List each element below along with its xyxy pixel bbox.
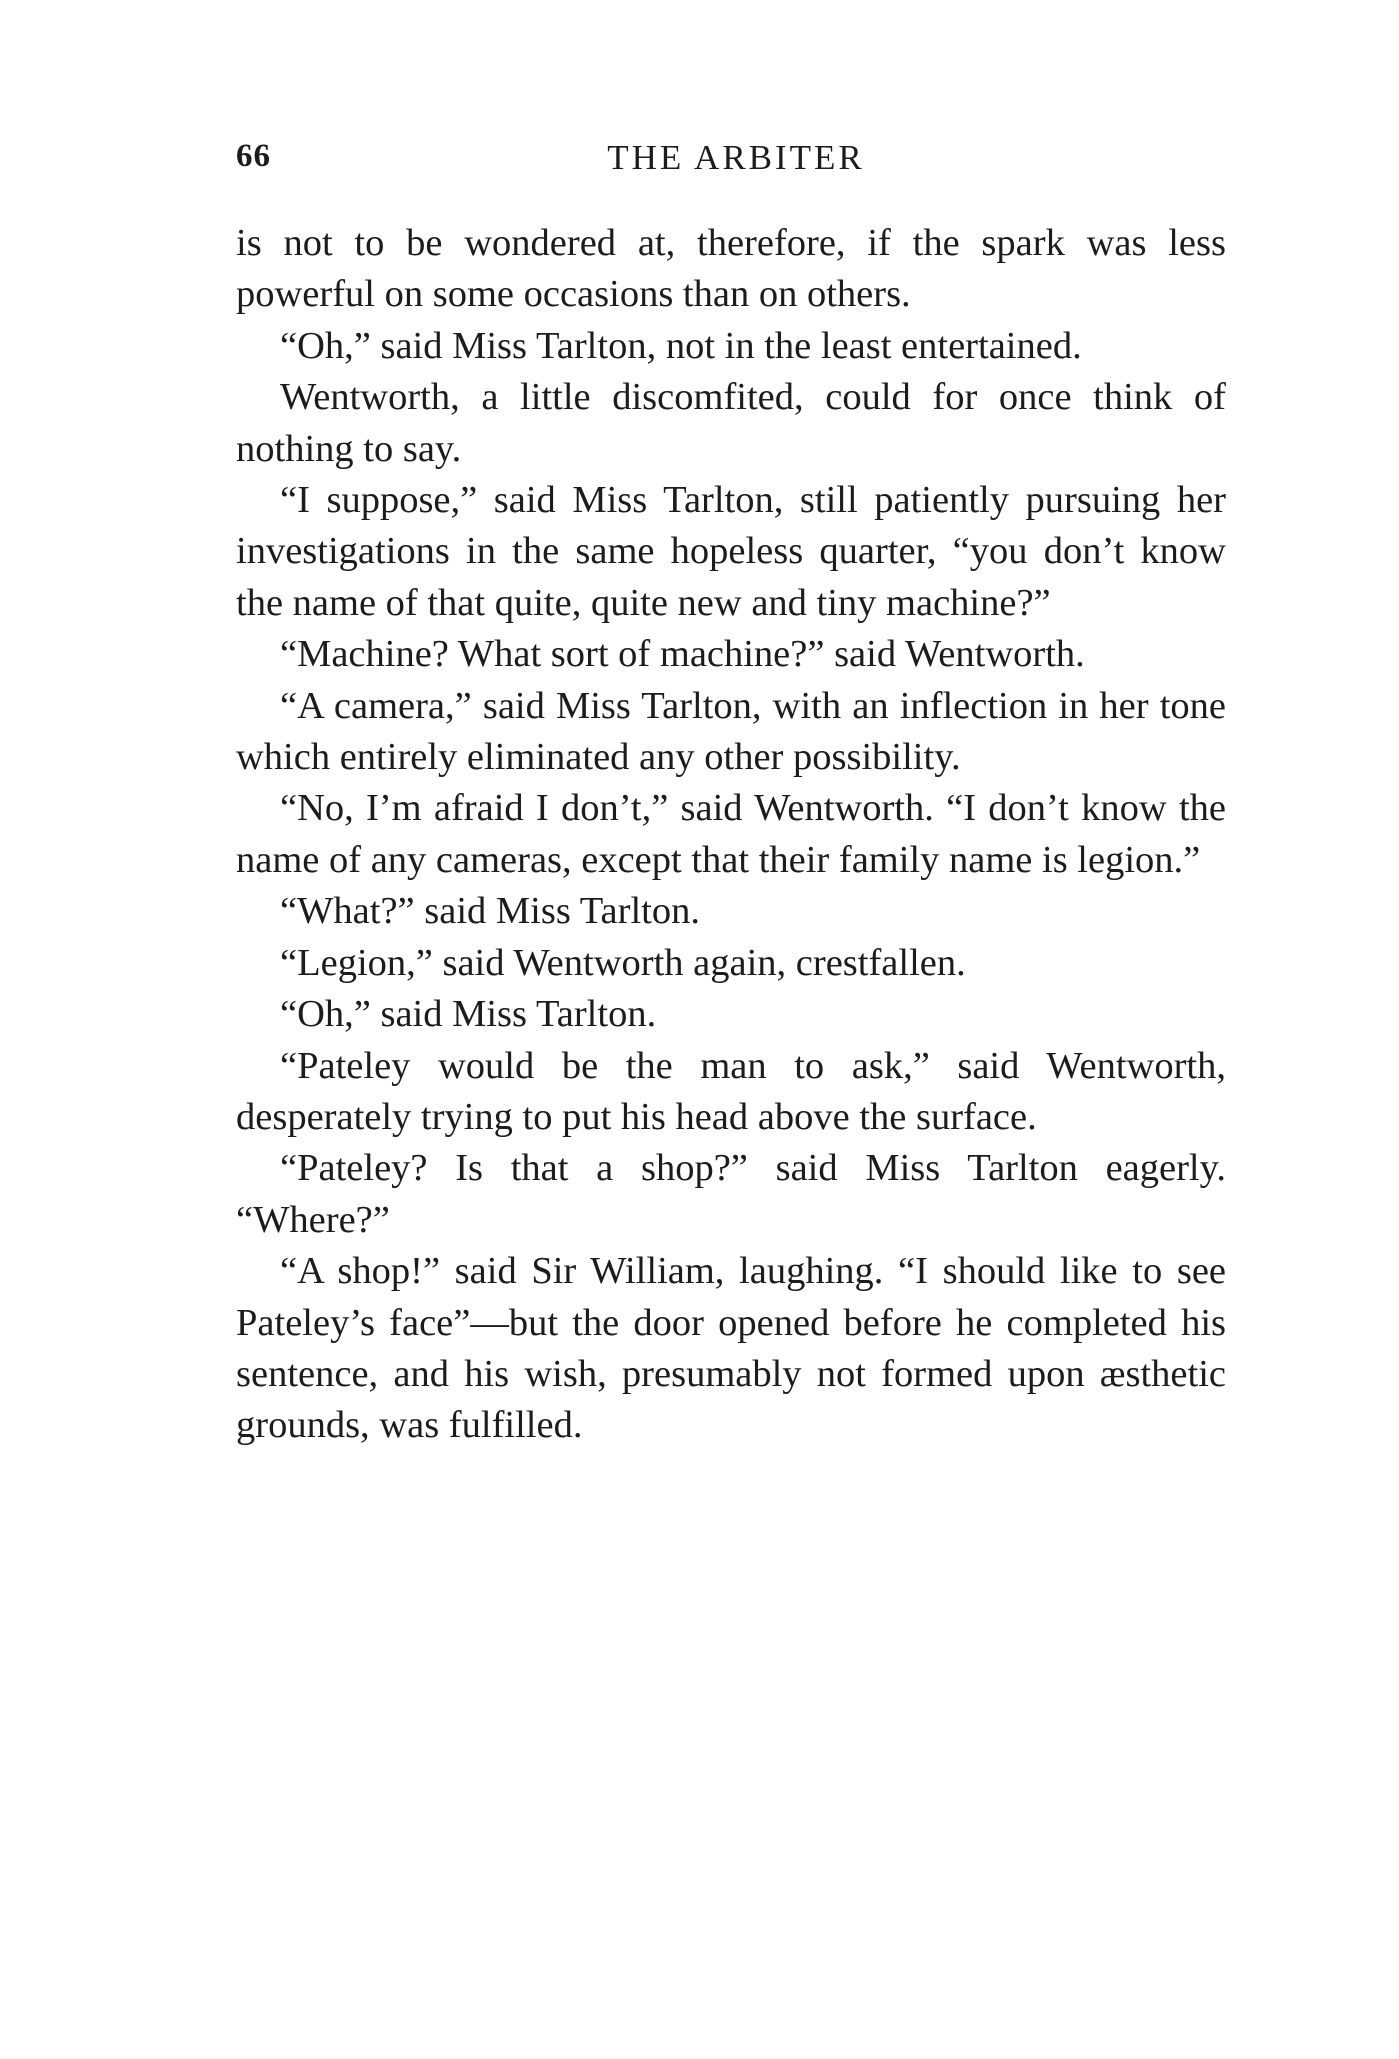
paragraph: “Pateley would be the man to ask,” said Wentworth, desperately trying to put his head above the surface. bbox=[236, 1044, 1226, 1138]
paragraph: “Oh,” said Miss Tarlton. bbox=[280, 993, 657, 1036]
paragraph: Wentworth, a little discomfited, could for once think of nothing to say. bbox=[236, 376, 1226, 470]
paragraph: “Legion,” said Wentworth again, crestfallen. bbox=[280, 941, 966, 984]
paragraph: “I suppose,” said Miss Tarlton, still patiently pursuing her investigations in the same hopeless quarter, “you don’t know the name of that quite, quite new and tiny machine?” bbox=[236, 479, 1226, 624]
paragraph: “A shop!” said Sir William, laughing. “I should like to see Pateley’s face”—but the door opened before he completed his sentence, and his wish, presumably not formed upon æsthetic grounds, was fulfilled. bbox=[236, 1250, 1226, 1447]
paragraph: “A camera,” said Miss Tarlton, with an inflection in her tone which entirely eliminated any other possibility. bbox=[236, 684, 1226, 779]
running-head bbox=[236, 128, 1226, 188]
paragraph: “Machine? What sort of machine?” said Wentworth. bbox=[280, 633, 1085, 676]
page-number: 66 bbox=[236, 138, 271, 174]
paragraph: “Oh,” said Miss Tarlton, not in the least entertained. bbox=[280, 324, 1082, 367]
book-title: THE ARBITER bbox=[607, 138, 865, 177]
paragraph: is not to be wondered at, therefore, if the spark was less powerful on some occasions than on others. bbox=[236, 222, 1226, 316]
paragraph: “What?” said Miss Tarlton. bbox=[280, 890, 700, 933]
body-text bbox=[236, 218, 1226, 1452]
paragraph: “Pateley? Is that a shop?” said Miss Tarlton eagerly. “Where?” bbox=[236, 1147, 1226, 1241]
paragraph: “No, I’m afraid I don’t,” said Wentworth. “I don’t know the name of any cameras, except that their family name is legion.” bbox=[236, 787, 1226, 881]
